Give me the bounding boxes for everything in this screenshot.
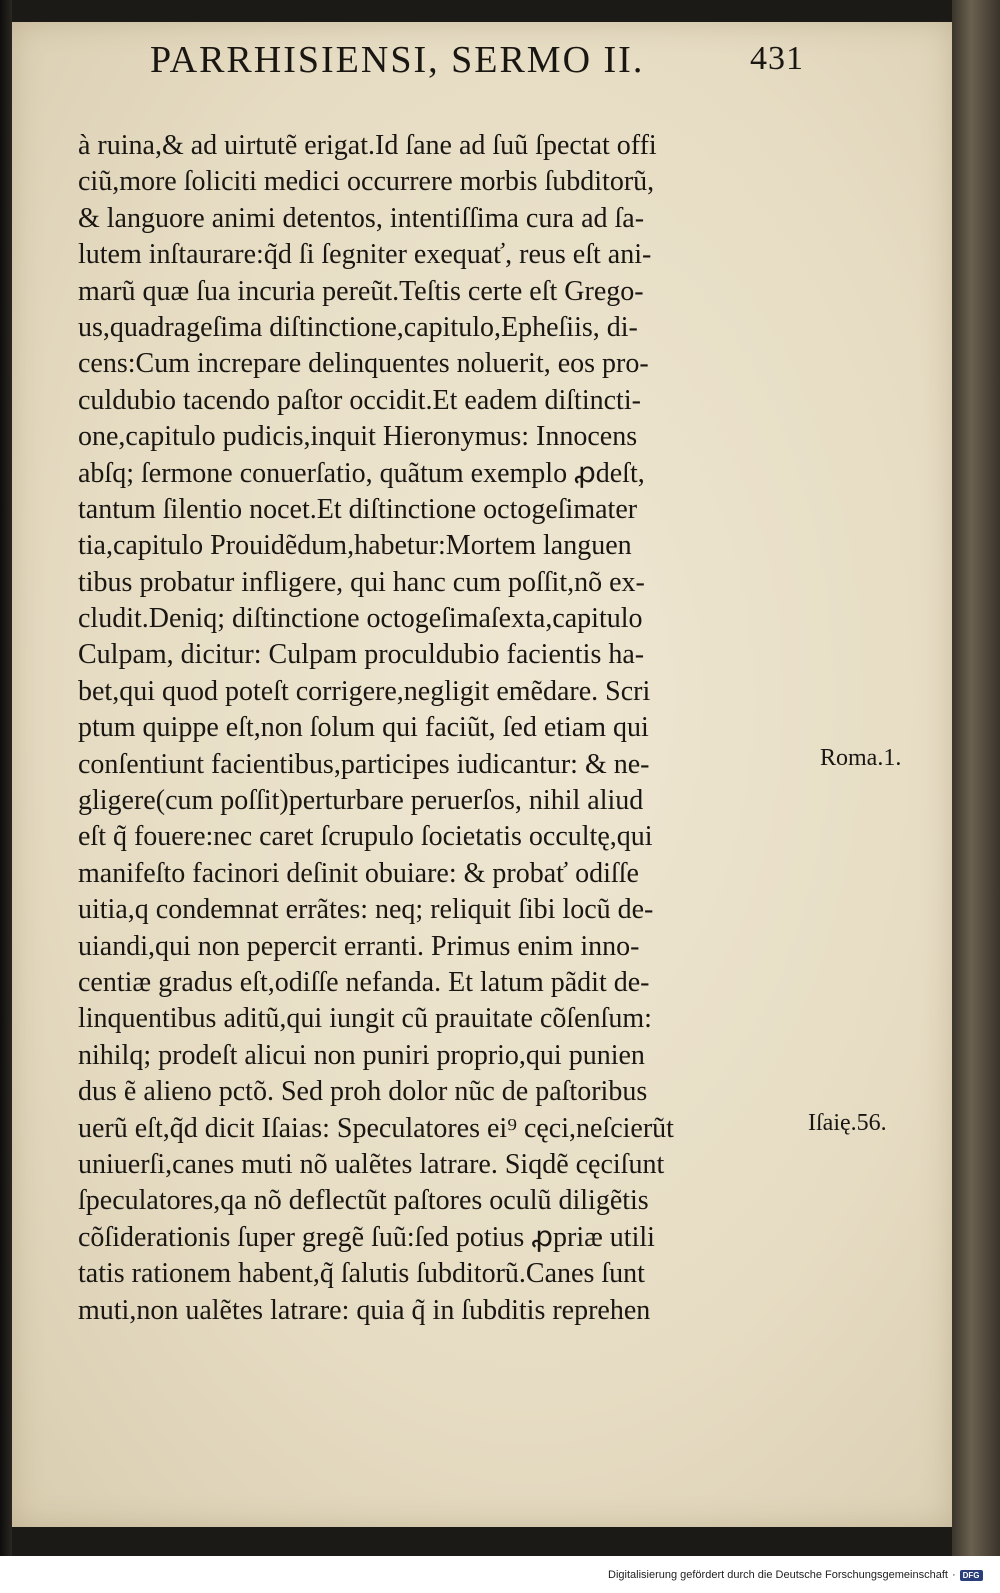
- text-line: us,quadrageſima diſtinctione,capitulo,Epheſiis, di-: [78, 311, 638, 343]
- text-line: culdubio tacendo paſtor occidit.Et eadem diſtincti-: [78, 384, 641, 416]
- text-line: bet,qui quod poteſt corrigere,negligit emẽdare. Scri: [78, 675, 651, 707]
- text-line: cens:Cum increpare delinquentes noluerit, eos pro-: [78, 348, 649, 380]
- text-line: abſq; ſermone conuerſatio, quãtum exemplo ꝓdeſt,: [78, 457, 645, 489]
- text-line: uerũ eſt,q̃d dicit Iſaias: Speculatores ei⁹ cęci,neſcierũt: [78, 1112, 674, 1144]
- text-line: tibus probatur infligere, qui hanc cum poſſit,nõ ex-: [78, 566, 645, 598]
- text-line: tia,capitulo Prouidẽdum,habetur:Mortem languen: [78, 530, 632, 562]
- text-line: lutem inſtaurare:q̃d ſi ſegniter exequať, reus eſt ani-: [78, 239, 652, 271]
- running-head: [150, 38, 910, 98]
- text-line: tantum ſilentio nocet.Et diſtinctione octogeſimater: [78, 493, 638, 525]
- separator-dot: ·: [951, 1569, 956, 1581]
- text-line: uniuerſi,canes muti nõ ualẽtes latrare. Siqdẽ cęciſunt: [78, 1148, 665, 1180]
- text-line: marũ quæ ſua incuria pereũt.Teſtis certe eſt Grego-: [78, 275, 644, 307]
- book-left-edge: [0, 0, 12, 1593]
- marginal-note-romans: Roma.1.: [820, 745, 902, 771]
- text-line: uiandi,qui non pepercit erranti. Primus enim inno-: [78, 930, 640, 962]
- text-line: Culpam, dicitur: Culpam proculdubio facientis ha-: [78, 639, 645, 671]
- marginal-note-isaiah: Iſaię.56.: [808, 1110, 887, 1136]
- text-line: à ruina,& ad uirtutẽ erigat.Id ſane ad ſuũ ſpectat offi: [78, 130, 657, 161]
- text-line: cludit.Deniq; diſtinctione octogeſimaſexta,capitulo: [78, 603, 643, 635]
- text-line: conſentiunt facientibus,participes iudicantur: & ne-: [78, 748, 650, 780]
- text-line: linquentibus aditũ,qui iungit cũ prauitate cõſenſum:: [78, 1003, 652, 1035]
- text-line: uitia,q condemnat errãtes: neq; reliquit ſibi locũ de-: [78, 894, 654, 926]
- text-line: manifeſto facinori deſinit obuiare: & probať odiſſe: [78, 857, 639, 889]
- text-line: ſpeculatores,qa nõ deflectũt paſtores oculũ diligẽtis: [78, 1185, 649, 1217]
- page-number: 431: [750, 40, 804, 77]
- text-line: ptum quippe eſt,non ſolum qui faciũt, ſed etiam qui: [78, 712, 649, 744]
- text-line: one,capitulo pudicis,inquit Hieronymus: Innocens: [78, 421, 638, 453]
- text-line: muti,non ualẽtes latrare: quia q̃ in ſubditis reprehen: [78, 1294, 651, 1326]
- dfg-logo: DFG: [960, 1570, 983, 1581]
- text-line: cõſiderationis ſuper gregẽ ſuũ:ſed potius ꝓpriæ utili: [78, 1221, 655, 1253]
- credit-text: Digitalisierung gefördert durch die Deutsche Forschungsgemeinschaft: [608, 1569, 948, 1581]
- text-line: ciũ,more ſoliciti medici occurrere morbis ſubditorũ,: [78, 166, 655, 198]
- body-text: [78, 128, 798, 1329]
- digitization-credit: [608, 1564, 988, 1586]
- text-line: eſt q̃ fouere:nec caret ſcrupulo ſocietatis occultę,qui: [78, 821, 653, 853]
- text-line: & languore animi detentos, intentiſſima cura ad ſa-: [78, 202, 645, 234]
- book-right-edge: [952, 0, 1000, 1593]
- text-line: tatis rationem habent,q̃ ſalutis ſubditorũ.Canes ſunt: [78, 1258, 645, 1290]
- running-title: PARRHISIENSI, SERMO II.: [150, 39, 645, 81]
- text-line: dus ẽ alieno pctõ. Sed proh dolor nũc de paſtoribus: [78, 1076, 648, 1108]
- text-line: centiæ gradus eſt,odiſſe nefanda. Et latum pãdit de-: [78, 966, 650, 998]
- text-line: nihilq; prodeſt alicui non puniri proprio,qui punien: [78, 1039, 645, 1071]
- text-line: gligere(cum poſſit)perturbare peruerſos, nihil aliud: [78, 785, 644, 817]
